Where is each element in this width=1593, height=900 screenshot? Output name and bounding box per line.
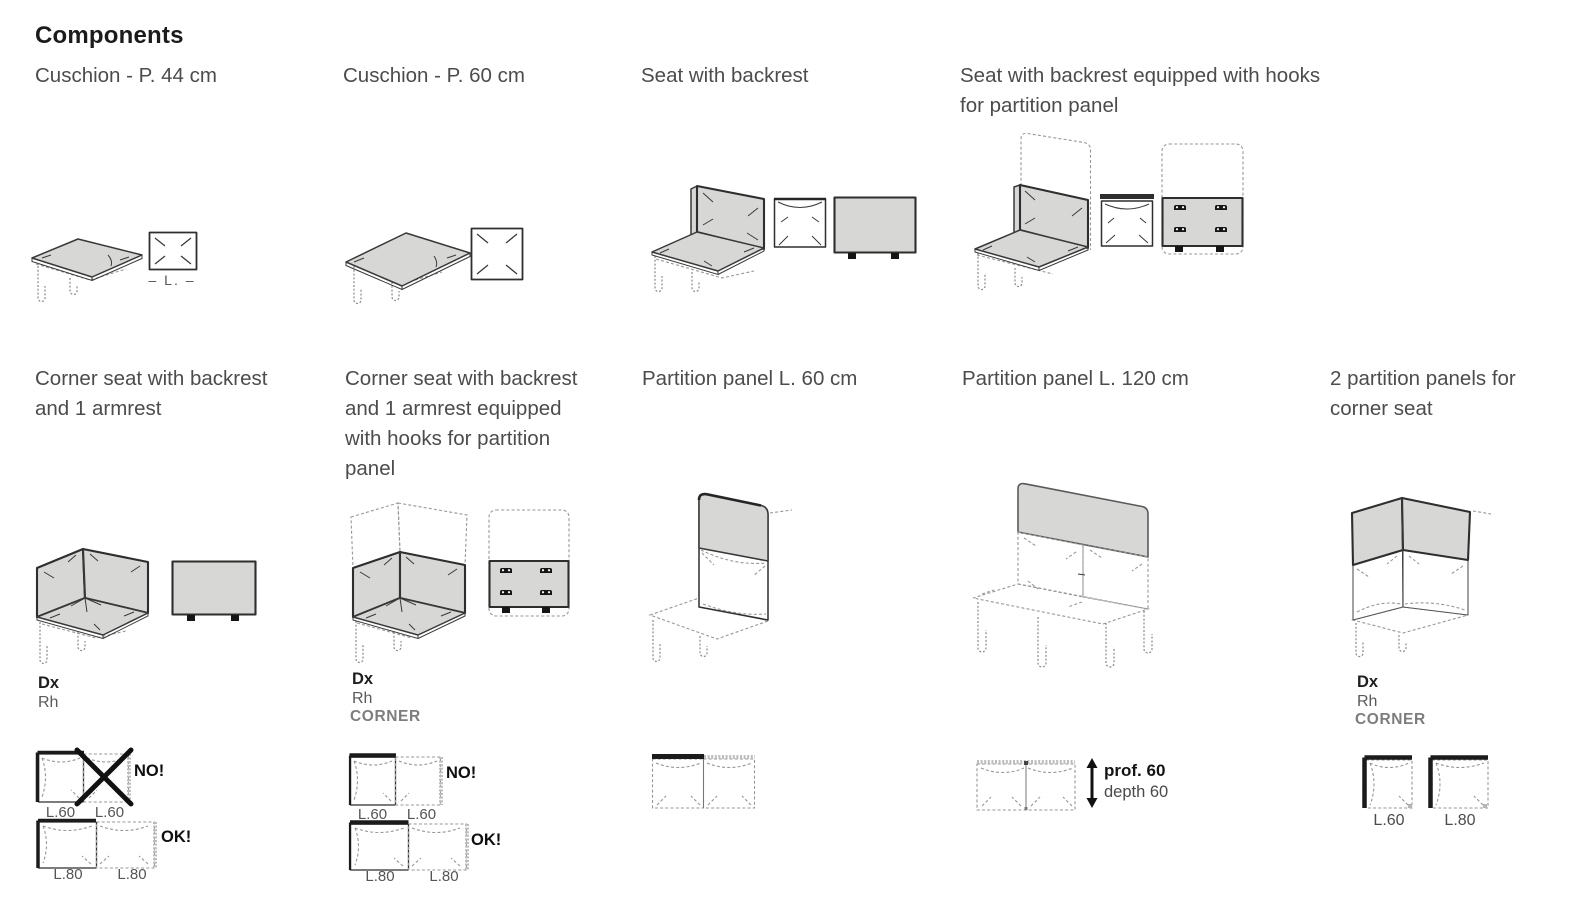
corner-seat-hooks-drawing	[342, 496, 474, 674]
partition-120-drawing	[962, 476, 1162, 676]
corner-seat-drawing	[30, 542, 156, 680]
corner-panels-drawing	[1345, 492, 1493, 660]
title-partition-120: Partition panel L. 120 cm	[962, 367, 1189, 390]
seat-backrest-plan	[773, 196, 827, 250]
size-label: L.60	[357, 806, 388, 823]
corner-panels-dx-label: Dx	[1357, 673, 1379, 691]
no-label: NO!	[134, 762, 165, 780]
corner-seat-rh-label: Rh	[38, 694, 59, 711]
corner-seat-dx-label: Dx	[38, 674, 60, 692]
partition-60-plan	[650, 752, 760, 816]
size-label: L.80	[1444, 812, 1476, 829]
corner-panels-plan-60	[1362, 755, 1416, 813]
corner-seat-hooks-dx-label: Dx	[352, 670, 374, 688]
size-label: L.60	[94, 804, 125, 821]
size-label: L.60	[406, 806, 437, 823]
title-corner-seat: Corner seat with backrest and 1 armrest	[35, 367, 268, 420]
length-label: – L. –	[148, 272, 196, 288]
title-seat-backrest: Seat with backrest	[641, 64, 809, 87]
no-label: NO!	[446, 764, 477, 782]
corner-seat-hooks-front	[485, 506, 575, 624]
ok-label: OK!	[471, 831, 502, 849]
corner-seat-front	[171, 560, 257, 624]
seat-backrest-hooks-plan	[1100, 193, 1154, 251]
partition-120-plan	[974, 756, 1078, 814]
size-label: L.60	[1373, 812, 1405, 829]
corner-seat-hooks-no-diagram	[348, 752, 446, 810]
cushion-60-plan	[470, 227, 524, 281]
cushion-44-plan	[148, 231, 198, 271]
depth-arrow-icon	[1084, 757, 1100, 809]
title-partition-60: Partition panel L. 60 cm	[642, 367, 858, 390]
title-cushion-44: Cuschion - P. 44 cm	[35, 64, 217, 87]
corner-seat-hooks-rh-label: Rh	[352, 690, 373, 707]
corner-panels-corner-label: CORNER	[1355, 711, 1426, 728]
size-label: L.60	[45, 804, 76, 821]
size-label: L.80	[429, 868, 459, 885]
size-label: L.80	[117, 866, 147, 883]
corner-seat-hooks-corner-label: CORNER	[350, 708, 421, 725]
title-corner-panels: 2 partition panels for corner seat	[1330, 367, 1516, 420]
seat-backrest-hooks-front	[1158, 140, 1248, 260]
page-title: Components	[35, 22, 184, 49]
size-label: L.80	[365, 868, 395, 885]
title-corner-seat-hooks: Corner seat with backrest and 1 armrest equipped with hooks for partition panel	[345, 367, 578, 480]
seat-backrest-drawing	[642, 180, 772, 312]
seat-backrest-hooks-drawing	[953, 128, 1105, 314]
corner-panels-rh-label: Rh	[1357, 693, 1378, 710]
size-label: L.80	[53, 866, 83, 883]
depth-label-bold: prof. 60	[1104, 761, 1166, 780]
corner-panels-plan-80	[1428, 755, 1492, 813]
title-cushion-60: Cuschion - P. 60 cm	[343, 64, 525, 87]
partition-60-drawing	[640, 486, 796, 678]
corner-seat-no-diagram	[36, 749, 134, 807]
cushion-60-drawing	[342, 224, 474, 312]
cushion-44-drawing	[28, 230, 148, 310]
seat-backrest-front	[833, 196, 917, 260]
title-seat-backrest-hooks: Seat with backrest equipped with hooks for partition panel	[960, 64, 1321, 117]
ok-label: OK!	[161, 828, 192, 846]
depth-label-plain: depth 60	[1104, 783, 1169, 801]
